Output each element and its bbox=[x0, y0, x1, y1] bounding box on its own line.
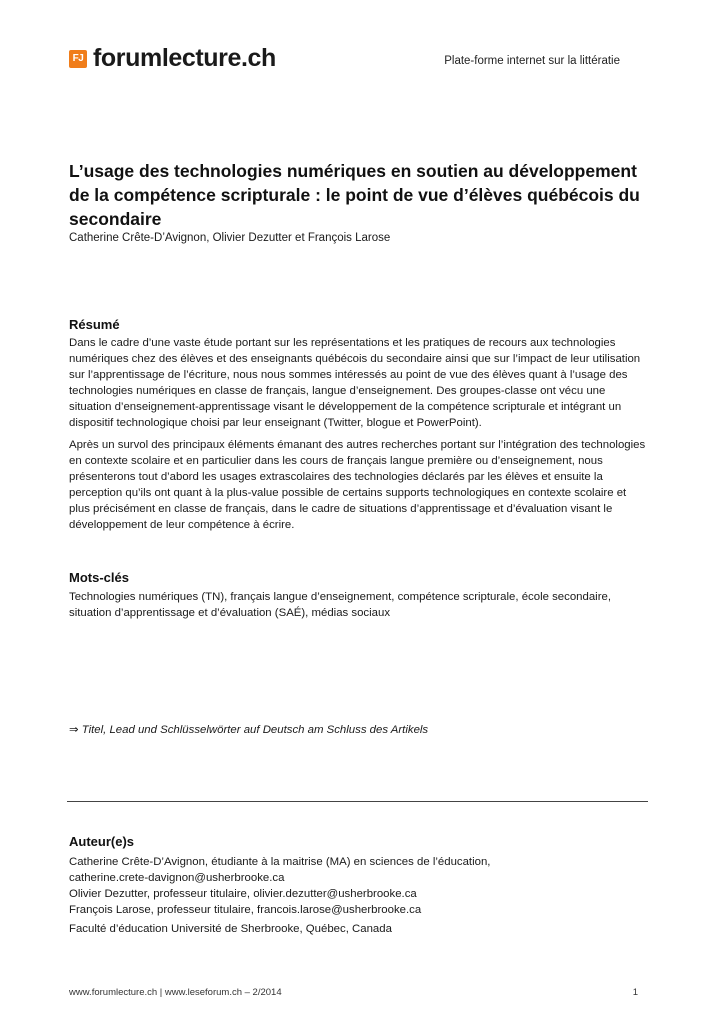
logo-icon: FJ bbox=[69, 50, 87, 68]
footer-links: www.forumlecture.ch | www.leseforum.ch – 2/2014 bbox=[69, 987, 282, 998]
abstract-body bbox=[69, 335, 647, 539]
page-number: 1 bbox=[632, 987, 638, 998]
author-line: catherine.crete-davignon@usherbrooke.ca bbox=[69, 872, 285, 884]
translation-note: ⇒ Titel, Lead und Schlüsselwörter auf Deutsch am Schluss des Artikels bbox=[69, 724, 429, 736]
abstract-paragraph-2: Après un survol des principaux éléments émanant des autres recherches portant sur l’intégration des technologies en contexte scolaire et en particulier dans les cours de français langue première ou d’enseignement, nous présenterons tout d’abord les usages extrascolaires des technologies déclarés par les élèves et ensuite la perception qu’ils ont quant à la plus-value possible de certains supports technologiques en contexte scolaire et plus précisément en classe de français, dans le cadre de situations d’apprentissage et d’évaluation visant le développement de leur compétence à écrire. bbox=[69, 439, 646, 531]
author-line: Catherine Crête-D’Avignon, étudiante à la maitrise (MA) en sciences de l’éducation, bbox=[69, 856, 491, 868]
keywords-text: Technologies numériques (TN), français langue d’enseignement, compétence scripturale, école secondaire, situation d’apprentissage et d’évaluation (SAÉ), médias sociaux bbox=[69, 591, 611, 619]
section-divider bbox=[67, 801, 648, 802]
keywords-heading: Mots-clés bbox=[69, 570, 129, 585]
abstract-heading: Résumé bbox=[69, 317, 120, 332]
abstract-paragraph-1: Dans le cadre d’une vaste étude portant sur les représentations et les pratiques de recours aux technologies numériques chez des élèves et des enseignants québécois du secondaire ainsi que sur l’impact de leur utilisation sur l’apprentissage de l’écriture, nous nous sommes intéressés au point de vue des élèves quant à l’usage des technologies numériques en classe de français, langue d’enseignement. Des groupes-classe ont vécu une situation d’enseignement-apprentissage visant le développement de la compétence scripturale et intégrant un dispositif technologique choisi par leur enseignant (Twitter, blogue et PowerPoint). bbox=[69, 337, 641, 429]
author-line: Olivier Dezutter, professeur titulaire, olivier.dezutter@usherbrooke.ca bbox=[69, 888, 417, 900]
author-line: François Larose, professeur titulaire, francois.larose@usherbrooke.ca bbox=[69, 904, 422, 916]
site-tagline: Plate-forme internet sur la littératie bbox=[444, 55, 620, 67]
article-authors: Catherine Crête-D’Avignon, Olivier Dezutter et François Larose bbox=[69, 232, 391, 244]
authors-heading: Auteur(e)s bbox=[69, 834, 135, 849]
site-logo bbox=[69, 44, 276, 73]
logo-text: forumlecture.ch bbox=[93, 44, 276, 72]
authors-list bbox=[69, 854, 490, 918]
article-title: L’usage des technologies numériques en soutien au développement de la compétence scripturale : le point de vue d’élèves québécois du secondaire bbox=[69, 161, 640, 229]
faculty-affiliation: Faculté d’éducation Université de Sherbrooke, Québec, Canada bbox=[69, 923, 392, 935]
